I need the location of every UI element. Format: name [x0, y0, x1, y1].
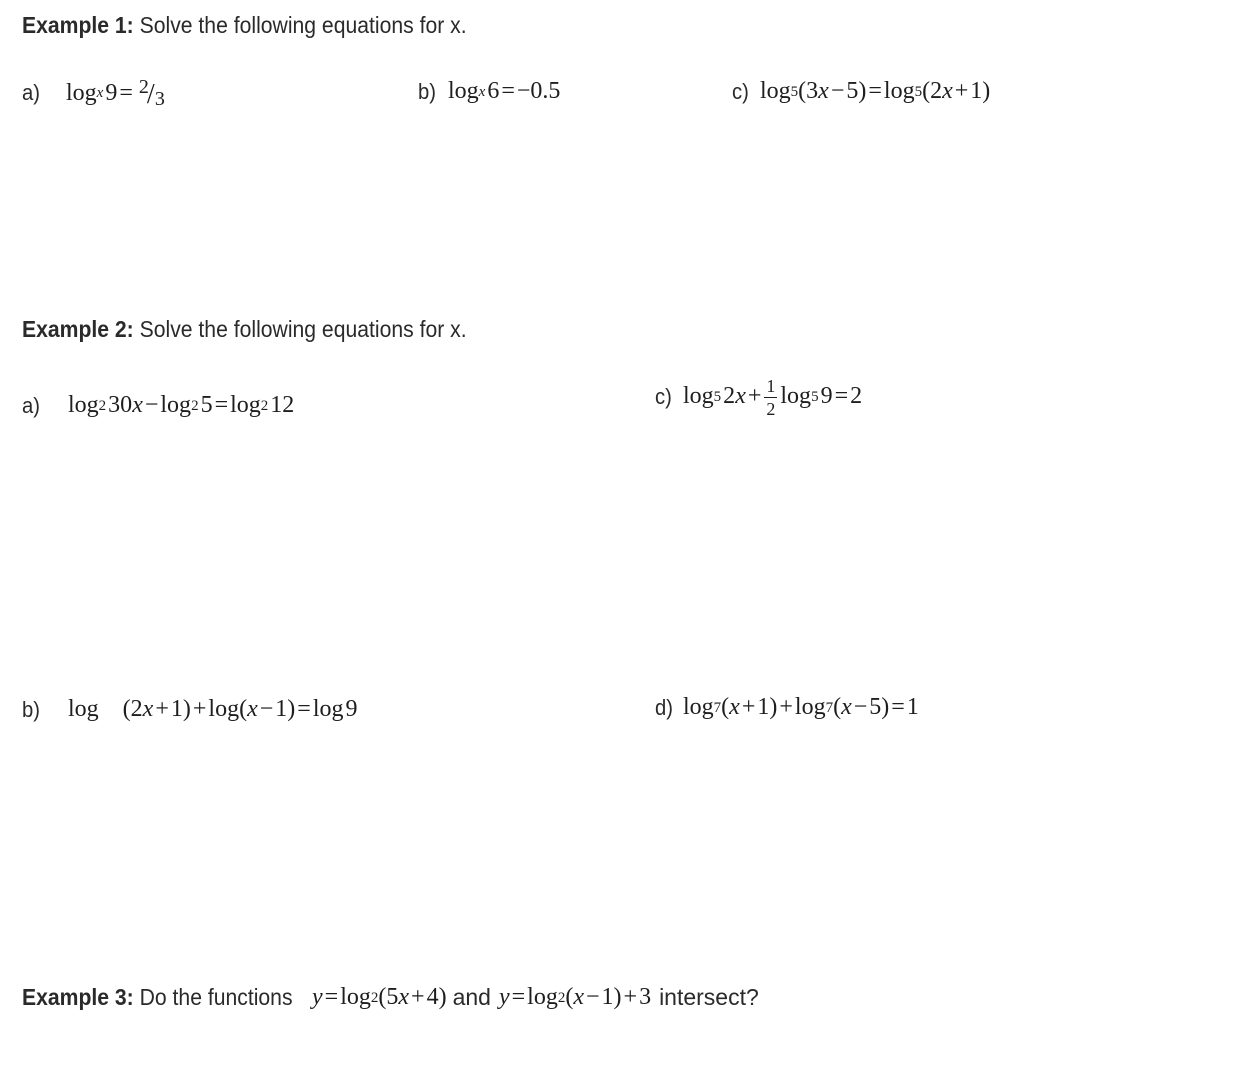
- function-1: y = log 2 (5 x + 4): [312, 984, 447, 1010]
- example-3-text-after: intersect?: [659, 984, 759, 1010]
- example-2-instruction: Solve the following equations for x.: [133, 316, 467, 342]
- fraction-two-thirds: 2 / 3: [138, 76, 165, 110]
- example-2-label: Example 2:: [22, 316, 134, 342]
- example-2-part-d: [655, 694, 919, 721]
- example-2-part-a: [22, 392, 294, 419]
- equation: log x 9 = 2 / 3: [66, 76, 171, 110]
- example-1-label: Example 1:: [22, 12, 134, 38]
- example-1-part-b: [418, 78, 560, 105]
- part-label: a): [22, 392, 40, 418]
- fraction-one-half: $\frac{1}{2}$: [766, 376, 776, 419]
- example-2-heading: [22, 316, 467, 343]
- function-2: y = log 2 ( x − 1) + 3: [498, 984, 652, 1010]
- example-3-text-before: Do the functions: [139, 984, 293, 1010]
- part-label: c): [732, 78, 749, 104]
- equation: log 2 30 x − log 2 5 = log 2 12: [68, 392, 295, 418]
- example-2-part-b: [22, 696, 357, 723]
- part-label: d): [655, 694, 673, 720]
- example-1-part-c: [732, 78, 990, 105]
- example-3-and: and: [452, 984, 491, 1010]
- equation: log 7 ( x + 1) + log 7 ( x − 5) = 1: [683, 694, 919, 720]
- example-1-instruction: Solve the following equations for x.: [133, 12, 467, 38]
- example-3-lead: [22, 984, 293, 1011]
- part-label: b): [22, 696, 40, 722]
- equation: log x 6 = −0.5: [448, 78, 561, 104]
- example-1-part-a: [22, 76, 171, 110]
- example-3: [22, 984, 759, 1011]
- example-2-part-c: [655, 376, 862, 417]
- equation: log 5 2 x + $\frac{1}{2}$ log 5 9 = 2: [683, 376, 863, 419]
- example-3-label: Example 3:: [22, 984, 134, 1010]
- equation: log (2 x + 1) + log( x − 1) = log 9: [68, 696, 358, 722]
- example-1-heading: [22, 12, 467, 39]
- part-label: c): [655, 383, 672, 409]
- part-label: b): [418, 78, 436, 104]
- equation: log 5 (3 x − 5) = log 5 (2 x + 1): [760, 78, 991, 104]
- part-label: a): [22, 80, 40, 105]
